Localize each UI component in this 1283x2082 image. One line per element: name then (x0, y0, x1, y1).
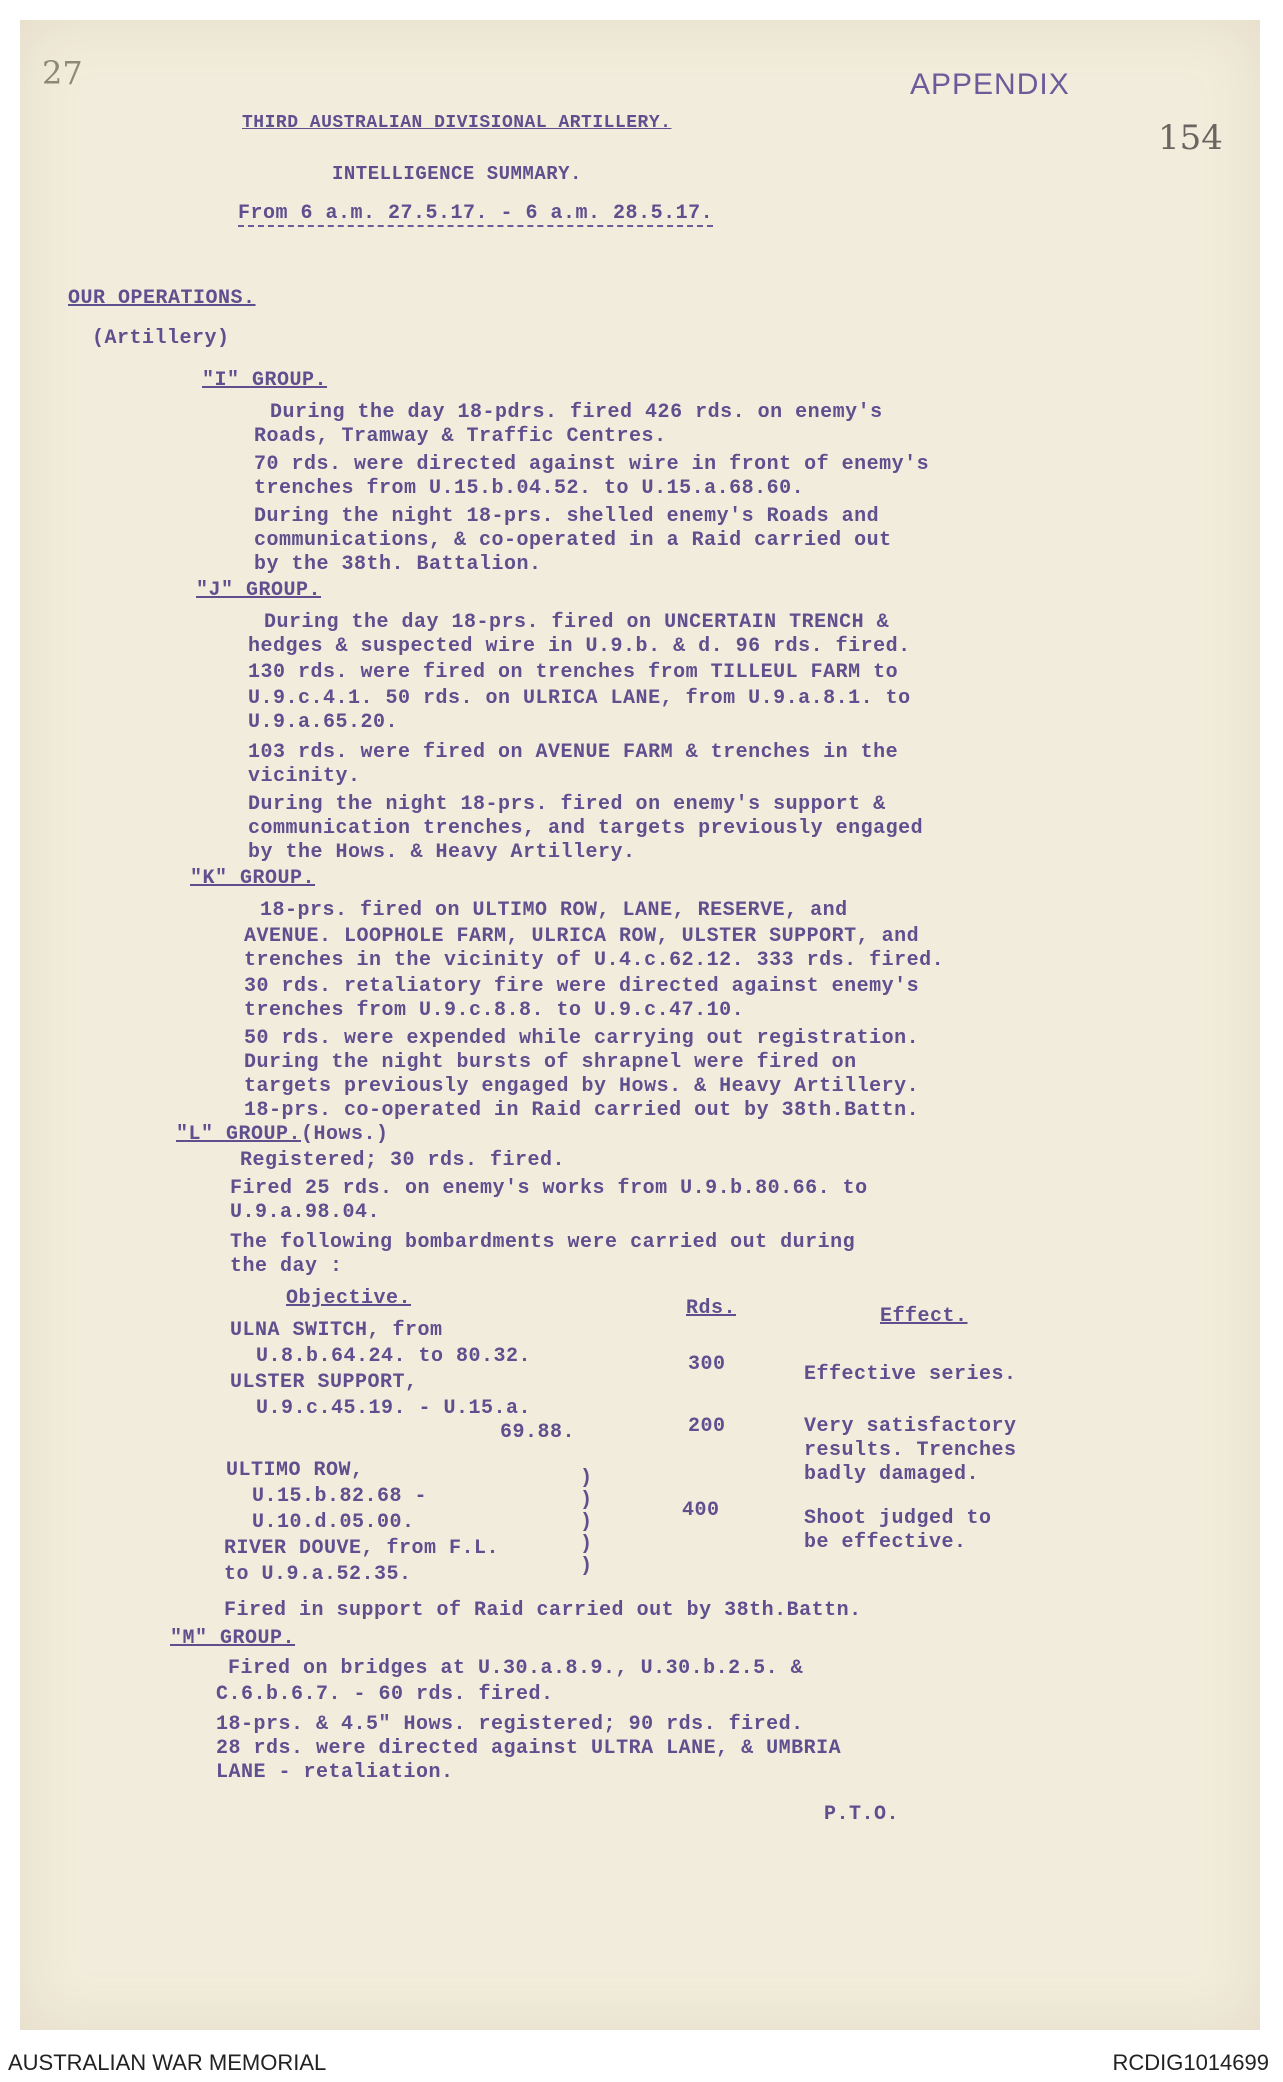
table-header-rounds: Rds. (686, 1297, 737, 1320)
table-row-objective: RIVER DOUVE, from F.L. (224, 1537, 500, 1560)
group-i-line: trenches from U.15.b.04.52. to U.15.a.68.60. (254, 477, 805, 500)
group-k-line: trenches from U.9.c.8.8. to U.9.c.47.10. (244, 999, 745, 1022)
table-row-effect: be effective. (804, 1531, 967, 1554)
group-j-line: 130 rds. were fired on trenches from TILLEUL FARM to (248, 661, 899, 684)
table-row-objective: U.8.b.64.24. to 80.32. (256, 1345, 532, 1368)
table-row-effect: Very satisfactory (804, 1415, 1017, 1438)
table-row-rounds: 200 (688, 1415, 726, 1438)
group-j-line: During the night 18-prs. fired on enemy's support & (248, 793, 886, 816)
brace-mark: ) ) ) ) ) (580, 1467, 593, 1578)
group-i-line: 70 rds. were directed against wire in front of enemy's (254, 453, 930, 476)
group-m-line: 18-prs. & 4.5" Hows. registered; 90 rds. fired. (216, 1713, 804, 1736)
group-k-line: trenches in the vicinity of U.4.c.62.12. 333 rds. fired. (244, 949, 945, 972)
group-k-line: 30 rds. retaliatory fire were directed against enemy's (244, 975, 920, 998)
group-i-line: During the day 18-pdrs. fired 426 rds. on enemy's (270, 401, 883, 424)
group-k-line: AVENUE. LOOPHOLE FARM, ULRICA ROW, ULSTER SUPPORT, and (244, 925, 920, 948)
group-l-line: Registered; 30 rds. fired. (240, 1149, 566, 1172)
group-k-line: targets previously engaged by Hows. & Heavy Artillery. (244, 1075, 920, 1098)
group-k-line: 18-prs. fired on ULTIMO ROW, LANE, RESERVE, and (260, 899, 848, 922)
group-j-line: by the Hows. & Heavy Artillery. (248, 841, 636, 864)
group-j-line: hedges & suspected wire in U.9.b. & d. 96 rds. fired. (248, 635, 911, 658)
group-i-line: Roads, Tramway & Traffic Centres. (254, 425, 667, 448)
group-j-line: U.9.c.4.1. 50 rds. on ULRICA LANE, from U.9.a.8.1. to (248, 687, 911, 710)
group-m-line: 28 rds. were directed against ULTRA LANE, & UMBRIA (216, 1737, 842, 1760)
table-row-objective: U.10.d.05.00. (252, 1511, 415, 1534)
group-j-line: vicinity. (248, 765, 361, 788)
table-header-effect: Effect. (880, 1305, 968, 1328)
group-k-line: 18-prs. co-operated in Raid carried out by 38th.Battn. (244, 1099, 920, 1122)
group-i-line: During the night 18-prs. shelled enemy's Roads and (254, 505, 880, 528)
document-page (20, 20, 1260, 2030)
group-l-line: Fired 25 rds. on enemy's works from U.9.b.80.66. to (230, 1177, 868, 1200)
document-title: INTELLIGENCE SUMMARY. (332, 163, 582, 185)
table-row-objective: U.15.b.82.68 - (252, 1485, 428, 1508)
group-k-line: 50 rds. were expended while carrying out registration. (244, 1027, 920, 1050)
group-i-line: by the 38th. Battalion. (254, 553, 542, 576)
group-k-line: During the night bursts of shrapnel were fired on (244, 1051, 857, 1074)
table-row-objective: to U.9.a.52.35. (224, 1563, 412, 1586)
group-l-line: U.9.a.98.04. (230, 1201, 381, 1224)
table-row-objective: U.9.c.45.19. - U.15.a. (256, 1397, 532, 1420)
group-i-heading: "I" GROUP. (202, 369, 328, 392)
group-m-line: C.6.b.6.7. - 60 rds. fired. (216, 1683, 554, 1706)
group-j-heading: "J" GROUP. (196, 579, 322, 602)
table-row-objective: ULTIMO ROW, (226, 1459, 364, 1482)
group-l-heading: "L" GROUP.(Hows.) (176, 1123, 389, 1146)
group-k-heading: "K" GROUP. (190, 867, 316, 890)
pencil-page-number: 27 (42, 54, 83, 92)
table-row-objective: ULSTER SUPPORT, (230, 1371, 418, 1394)
section-subheading: (Artillery) (92, 327, 230, 350)
group-m-heading: "M" GROUP. (170, 1627, 296, 1650)
pto-mark: P.T.O. (824, 1803, 900, 1826)
table-row-effect: Effective series. (804, 1363, 1017, 1386)
table-row-objective: ULNA SWITCH, from (230, 1319, 443, 1342)
table-header-objective: Objective. (286, 1287, 412, 1310)
group-m-line: Fired on bridges at U.30.a.8.9., U.30.b.2.5. & (228, 1657, 804, 1680)
group-j-line: communication trenches, and targets previously engaged (248, 817, 924, 840)
appendix-stamp: APPENDIX (910, 68, 1070, 101)
section-heading: OUR OPERATIONS. (68, 287, 256, 310)
table-row-effect: results. Trenches (804, 1439, 1017, 1462)
unit-heading: THIRD AUSTRALIAN DIVISIONAL ARTILLERY. (242, 113, 672, 133)
table-row-rounds: 300 (688, 1353, 726, 1376)
group-l-line: the day : (230, 1255, 343, 1278)
table-row-objective: 69.88. (500, 1421, 576, 1444)
group-m-line: LANE - retaliation. (216, 1761, 454, 1784)
table-row-effect: badly damaged. (804, 1463, 980, 1486)
folio-number: 154 (1158, 118, 1223, 158)
group-l-closing: Fired in support of Raid carried out by 38th.Battn. (224, 1599, 862, 1622)
footer-source: AUSTRALIAN WAR MEMORIAL (8, 2050, 327, 2075)
group-j-line: U.9.a.65.20. (248, 711, 399, 734)
period-line: From 6 a.m. 27.5.17. - 6 a.m. 28.5.17. (238, 202, 714, 225)
group-j-line: 103 rds. were fired on AVENUE FARM & trenches in the (248, 741, 899, 764)
group-i-line: communications, & co-operated in a Raid carried out (254, 529, 892, 552)
table-row-rounds: 400 (682, 1499, 720, 1522)
table-row-effect: Shoot judged to (804, 1507, 992, 1530)
footer-id: RCDIG1014699 (1112, 2050, 1269, 2075)
group-j-line: During the day 18-prs. fired on UNCERTAIN TRENCH & (264, 611, 890, 634)
group-l-line: The following bombardments were carried out during (230, 1231, 856, 1254)
